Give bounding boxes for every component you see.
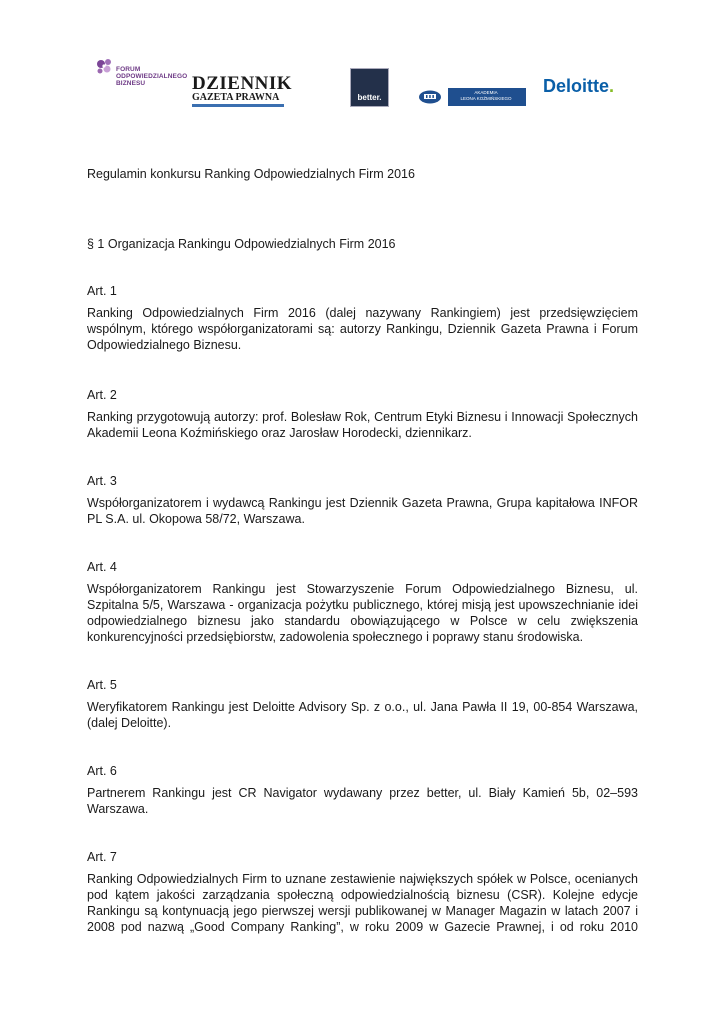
article-7-text: Ranking Odpowiedzialnych Firm to uznane zestawienie największych spółek w Polsce, ocenianych pod kątem jakości zarządzania społeczną odpowiedzialnością biznesu (CSR). Kolejne edycje Rankingu są kontynuacją jego pierwszej wersji publikowanej w Manager Magazin w latach 2007 i 2008 pod nazwą „Good Company Ranking”, w roku 2009 w Gazecie Prawnej, i od roku 2010 xyxy=(87,872,638,934)
article-5-text: Weryfikatorem Rankingu jest Deloitte Advisory Sp. z o.o., ul. Jana Pawła II 19, 00-854 Warszawa, (dalej Deloitte). xyxy=(87,700,638,730)
partner-logos xyxy=(0,40,725,120)
article-3-heading: Art. 3 xyxy=(87,474,117,488)
article-5-heading: Art. 5 xyxy=(87,678,117,692)
section-heading: § 1 Organizacja Rankingu Odpowiedzialnych Firm 2016 xyxy=(87,237,396,251)
akademia-line-1: AKADEMIA xyxy=(474,90,498,95)
article-3-text: Współorganizatorem i wydawcą Rankingu jest Dziennik Gazeta Prawna, Grupa kapitałowa INFOR PL S.A. ul. Okopowa 58/72, Warszawa. xyxy=(87,496,638,526)
article-4-text: Współorganizatorem Rankingu jest Stowarzyszenie Forum Odpowiedzialnego Biznesu, ul. Szpitalna 5/5, Warszawa - organizacja pożytku publicznego, której misją jest upowszechnianie idei odpowiedzialnego biznesu jako standardu obowiązującego w Polsce w celu zwiększenia konkurencyjności przedsiębiorstw, zadowolenia społecznego i poprawy stanu środowiska. xyxy=(87,582,638,644)
dgp-accent-bar xyxy=(192,104,284,107)
article-4-heading: Art. 4 xyxy=(87,560,117,574)
fob-line-3: BIZNESU xyxy=(116,80,146,87)
fob-line-1: FORUM xyxy=(116,66,141,73)
article-6-text: Partnerem Rankingu jest CR Navigator wydawany przez better, ul. Biały Kamień 5b, 02–593 Warszawa. xyxy=(87,786,638,816)
akademia-line-2: LEONA KOŹMIŃSKIEGO xyxy=(460,96,512,101)
better-logo xyxy=(350,68,389,107)
dgp-line-1: DZIENNIK xyxy=(192,73,293,94)
deloitte-dot: . xyxy=(609,76,615,96)
deloitte-name: Deloitte xyxy=(543,76,610,96)
dziennik-gazeta-prawna-logo xyxy=(192,73,293,108)
article-1-text: Ranking Odpowiedzialnych Firm 2016 (dalej nazywany Rankingiem) jest przedsięwzięciem wspólnym, którego współorganizatorami są: autorzy Rankingu, Dziennik Gazeta Prawna i Forum Odpowiedzialnego Biznesu. xyxy=(87,306,638,352)
article-6-heading: Art. 6 xyxy=(87,764,117,778)
article-2-text: Ranking przygotowują autorzy: prof. Bolesław Rok, Centrum Etyki Biznesu i Innowacji Społecznych Akademii Leona Koźmińskiego oraz Jarosław Horodecki, dziennikarz. xyxy=(87,410,638,440)
dgp-line-2: GAZETA PRAWNA xyxy=(192,92,280,103)
fob-logo-text xyxy=(116,66,187,87)
akademia-logo-text xyxy=(450,90,522,102)
article-2-heading: Art. 2 xyxy=(87,388,117,402)
deloitte-logo xyxy=(543,76,614,97)
better-logo-text: better. xyxy=(357,93,382,102)
document-title: Regulamin konkursu Ranking Odpowiedzialnych Firm 2016 xyxy=(87,167,415,181)
akademia-emblem-icon xyxy=(418,90,442,104)
fob-line-2: ODPOWIEDZIALNEGO xyxy=(116,73,188,80)
article-1-heading: Art. 1 xyxy=(87,284,117,298)
article-7-heading: Art. 7 xyxy=(87,850,117,864)
akademia-kozminskiego-logo xyxy=(418,88,526,106)
forum-odpowiedzialnego-biznesu-logo xyxy=(94,50,194,94)
fob-flower-icon xyxy=(94,56,116,78)
